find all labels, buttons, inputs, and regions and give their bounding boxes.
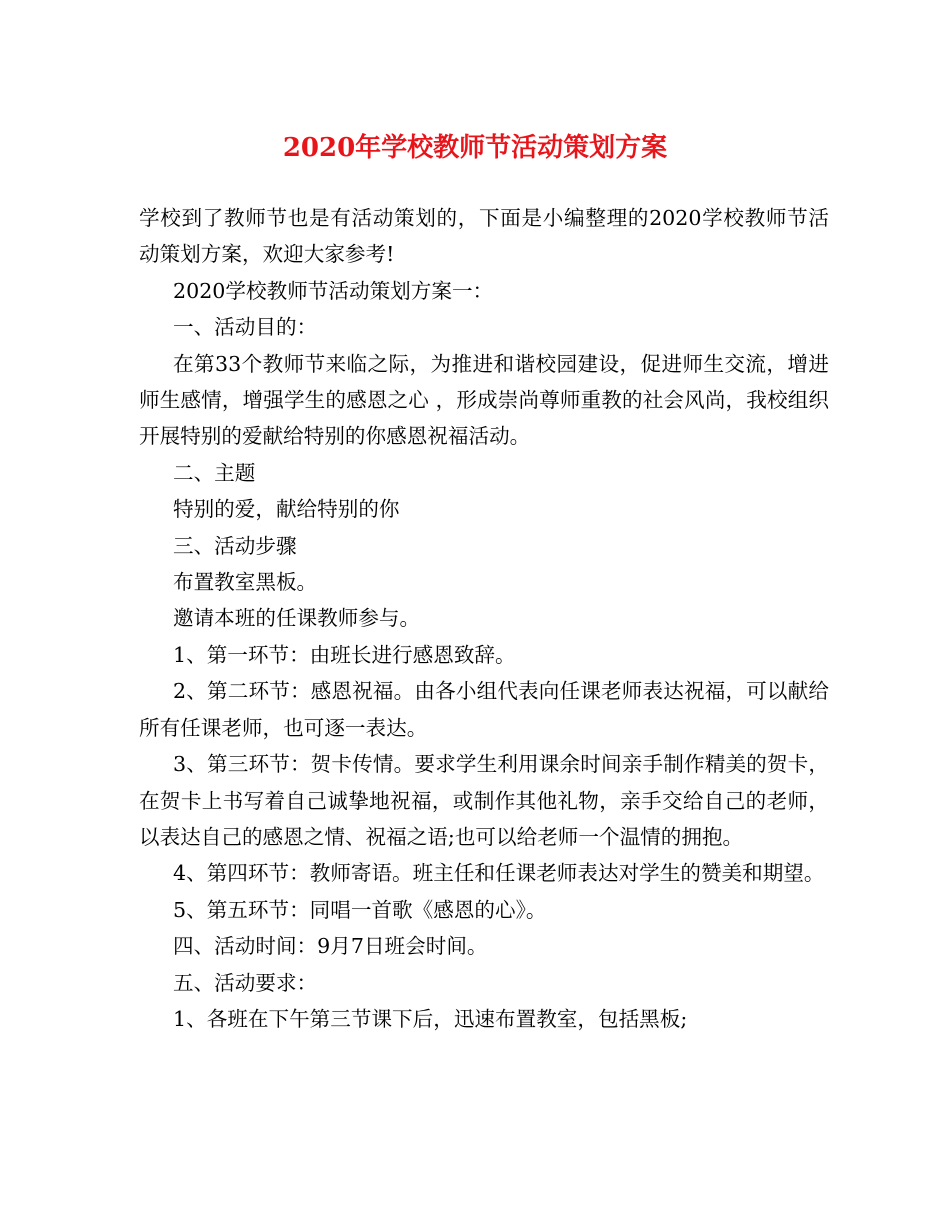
paragraph-purpose: 在第33个教师节来临之际，为推进和谐校园建设，促进师生交流，增进师生感情，增强学生的感恩之心 ，形成崇尚尊师重教的社会风尚，我校组织开展特别的爱献给特别的你感恩祝福活动。 (139, 351, 829, 449)
paragraph-requirement-1: 1、各班在下午第三节课下后，迅速布置教室，包括黑板; (173, 1006, 688, 1031)
document-body (139, 200, 829, 1037)
paragraph-step-blackboard: 布置教室黑板。 (173, 570, 318, 595)
paragraph-step-2: 2、第二环节：感恩祝福。由各小组代表向任课老师表达祝福，可以献给所有任课老师，也可逐一表达。 (139, 679, 829, 740)
paragraph-step-5: 5、第五环节：同唱一首歌《感恩的心》。 (173, 897, 547, 922)
paragraph-step-3: 3、第三环节：贺卡传情。要求学生利用课余时间亲手制作精美的贺卡，在贺卡上书写着自己诚挚地祝福，或制作其他礼物，亲手交给自己的老师，以表达自己的感恩之情、祝福之语;也可以给老师一个温情的拥抱。 (139, 752, 829, 849)
section-heading-theme: 二、主题 (173, 460, 256, 485)
section-heading-purpose: 一、活动目的： (173, 315, 318, 340)
paragraph-intro: 学校到了教师节也是有活动策划的，下面是小编整理的2020学校教师节活动策划方案，欢迎大家参考! (139, 206, 829, 267)
paragraph-step-invite: 邀请本班的任课教师参与。 (173, 606, 421, 631)
section-heading-steps: 三、活动步骤 (173, 533, 297, 558)
document-title: 2020年学校教师节活动策划方案 (282, 133, 668, 163)
section-heading-time: 四、活动时间：9月7日班会时间。 (173, 934, 488, 959)
section-heading-requirements: 五、活动要求： (173, 970, 318, 995)
paragraph-step-4: 4、第四环节：教师寄语。班主任和任课老师表达对学生的赞美和期望。 (173, 861, 825, 886)
paragraph-plan-heading: 2020学校教师节活动策划方案一： (173, 278, 494, 303)
paragraph-step-1: 1、第一环节：由班长进行感恩致辞。 (173, 642, 516, 667)
paragraph-theme: 特别的爱，献给特别的你 (173, 497, 400, 522)
